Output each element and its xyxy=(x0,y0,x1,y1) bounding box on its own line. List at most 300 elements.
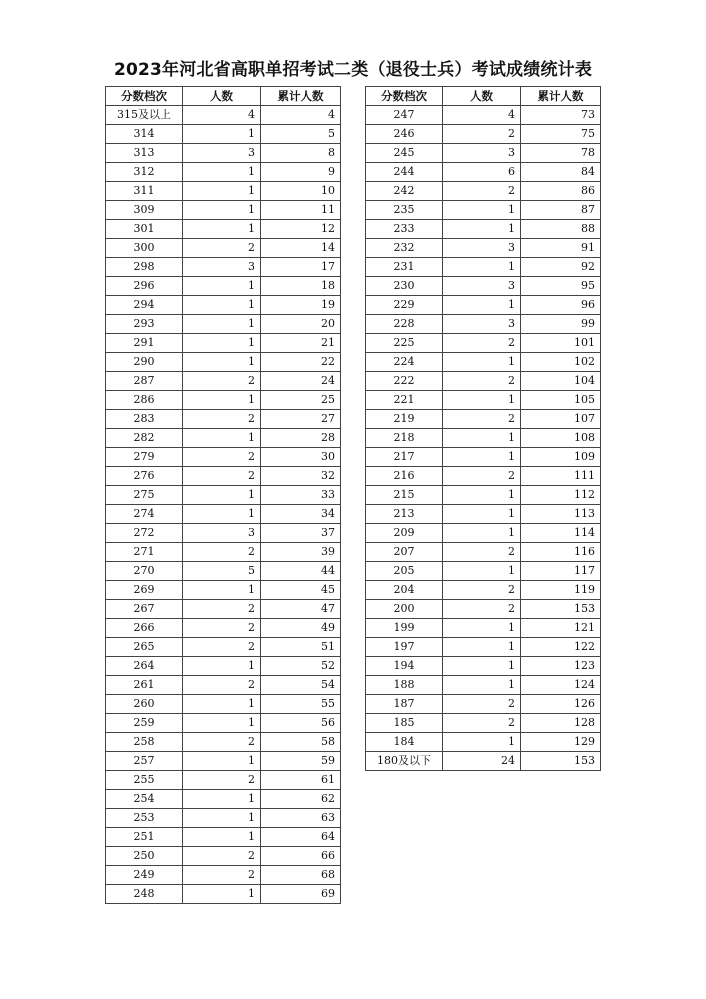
table-row xyxy=(366,296,601,315)
count-cell: 1 xyxy=(183,220,261,239)
score-level-cell: 235 xyxy=(366,201,443,220)
count-cell: 1 xyxy=(443,486,521,505)
score-level-cell: 314 xyxy=(106,125,183,144)
cumulative-cell: 66 xyxy=(261,847,341,866)
cumulative-cell: 54 xyxy=(261,676,341,695)
cumulative-cell: 75 xyxy=(521,125,601,144)
count-cell: 1 xyxy=(183,353,261,372)
count-cell: 2 xyxy=(443,372,521,391)
cumulative-cell: 114 xyxy=(521,524,601,543)
table-header-row xyxy=(366,87,601,106)
header-cumulative: 累计人数 xyxy=(261,87,341,106)
score-level-cell: 287 xyxy=(106,372,183,391)
score-level-cell: 215 xyxy=(366,486,443,505)
cumulative-cell: 122 xyxy=(521,638,601,657)
count-cell: 1 xyxy=(183,334,261,353)
table-row xyxy=(106,391,341,410)
score-level-cell: 188 xyxy=(366,676,443,695)
score-level-cell: 312 xyxy=(106,163,183,182)
cumulative-cell: 84 xyxy=(521,163,601,182)
count-cell: 4 xyxy=(443,106,521,125)
count-cell: 1 xyxy=(183,714,261,733)
score-level-cell: 274 xyxy=(106,505,183,524)
cumulative-cell: 64 xyxy=(261,828,341,847)
cumulative-cell: 69 xyxy=(261,885,341,904)
score-level-cell: 248 xyxy=(106,885,183,904)
table-row xyxy=(366,429,601,448)
score-level-cell: 209 xyxy=(366,524,443,543)
cumulative-cell: 105 xyxy=(521,391,601,410)
cumulative-cell: 22 xyxy=(261,353,341,372)
cumulative-cell: 104 xyxy=(521,372,601,391)
count-cell: 1 xyxy=(443,524,521,543)
table-row xyxy=(366,239,601,258)
score-level-cell: 184 xyxy=(366,733,443,752)
count-cell: 1 xyxy=(183,581,261,600)
count-cell: 1 xyxy=(183,657,261,676)
table-row xyxy=(106,524,341,543)
count-cell: 1 xyxy=(183,201,261,220)
cumulative-cell: 30 xyxy=(261,448,341,467)
score-level-cell: 294 xyxy=(106,296,183,315)
score-level-cell: 279 xyxy=(106,448,183,467)
table-row xyxy=(106,714,341,733)
count-cell: 2 xyxy=(443,125,521,144)
score-level-cell: 233 xyxy=(366,220,443,239)
count-cell: 2 xyxy=(443,695,521,714)
score-level-cell: 311 xyxy=(106,182,183,201)
count-cell: 2 xyxy=(183,448,261,467)
score-level-cell: 249 xyxy=(106,866,183,885)
table-row xyxy=(366,562,601,581)
table-row xyxy=(366,752,601,771)
cumulative-cell: 108 xyxy=(521,429,601,448)
cumulative-cell: 78 xyxy=(521,144,601,163)
count-cell: 1 xyxy=(183,695,261,714)
table-row xyxy=(106,372,341,391)
table-row xyxy=(106,182,341,201)
table-row xyxy=(106,410,341,429)
count-cell: 2 xyxy=(183,638,261,657)
cumulative-cell: 121 xyxy=(521,619,601,638)
score-level-cell: 219 xyxy=(366,410,443,429)
score-level-cell: 271 xyxy=(106,543,183,562)
table-row xyxy=(366,163,601,182)
count-cell: 1 xyxy=(443,733,521,752)
cumulative-cell: 45 xyxy=(261,581,341,600)
count-cell: 2 xyxy=(443,182,521,201)
cumulative-cell: 33 xyxy=(261,486,341,505)
count-cell: 3 xyxy=(443,144,521,163)
cumulative-cell: 128 xyxy=(521,714,601,733)
score-level-cell: 207 xyxy=(366,543,443,562)
cumulative-cell: 24 xyxy=(261,372,341,391)
table-row xyxy=(106,277,341,296)
table-row xyxy=(106,828,341,847)
cumulative-cell: 153 xyxy=(521,752,601,771)
table-row xyxy=(366,334,601,353)
cumulative-cell: 28 xyxy=(261,429,341,448)
table-row xyxy=(366,125,601,144)
cumulative-cell: 124 xyxy=(521,676,601,695)
score-level-cell: 200 xyxy=(366,600,443,619)
score-level-cell: 264 xyxy=(106,657,183,676)
count-cell: 1 xyxy=(183,429,261,448)
cumulative-cell: 5 xyxy=(261,125,341,144)
count-cell: 1 xyxy=(443,296,521,315)
table-row xyxy=(106,866,341,885)
cumulative-cell: 12 xyxy=(261,220,341,239)
cumulative-cell: 92 xyxy=(521,258,601,277)
count-cell: 2 xyxy=(183,467,261,486)
count-cell: 2 xyxy=(443,334,521,353)
table-row xyxy=(366,258,601,277)
count-cell: 1 xyxy=(443,353,521,372)
count-cell: 1 xyxy=(183,296,261,315)
score-level-cell: 257 xyxy=(106,752,183,771)
count-cell: 2 xyxy=(183,600,261,619)
score-level-cell: 275 xyxy=(106,486,183,505)
table-row xyxy=(106,733,341,752)
count-cell: 1 xyxy=(443,638,521,657)
cumulative-cell: 20 xyxy=(261,315,341,334)
count-cell: 2 xyxy=(183,410,261,429)
score-level-cell: 282 xyxy=(106,429,183,448)
count-cell: 1 xyxy=(183,828,261,847)
score-level-cell: 245 xyxy=(366,144,443,163)
count-cell: 1 xyxy=(443,220,521,239)
count-cell: 1 xyxy=(443,391,521,410)
score-level-cell: 247 xyxy=(366,106,443,125)
table-row xyxy=(366,201,601,220)
count-cell: 3 xyxy=(183,258,261,277)
count-cell: 1 xyxy=(183,182,261,201)
count-cell: 1 xyxy=(443,448,521,467)
score-level-cell: 205 xyxy=(366,562,443,581)
header-count: 人数 xyxy=(443,87,521,106)
cumulative-cell: 73 xyxy=(521,106,601,125)
score-level-cell: 253 xyxy=(106,809,183,828)
table-row xyxy=(106,467,341,486)
score-level-cell: 290 xyxy=(106,353,183,372)
count-cell: 1 xyxy=(443,676,521,695)
table-row xyxy=(366,581,601,600)
cumulative-cell: 4 xyxy=(261,106,341,125)
table-row xyxy=(366,353,601,372)
count-cell: 5 xyxy=(183,562,261,581)
count-cell: 1 xyxy=(183,315,261,334)
score-level-cell: 217 xyxy=(366,448,443,467)
score-level-cell: 296 xyxy=(106,277,183,296)
table-row xyxy=(366,638,601,657)
cumulative-cell: 19 xyxy=(261,296,341,315)
table-row xyxy=(366,315,601,334)
score-level-cell: 231 xyxy=(366,258,443,277)
score-level-cell: 250 xyxy=(106,847,183,866)
count-cell: 3 xyxy=(443,315,521,334)
count-cell: 2 xyxy=(183,543,261,562)
cumulative-cell: 10 xyxy=(261,182,341,201)
table-row xyxy=(106,543,341,562)
count-cell: 2 xyxy=(183,866,261,885)
table-row xyxy=(366,220,601,239)
score-level-cell: 276 xyxy=(106,467,183,486)
score-level-cell: 230 xyxy=(366,277,443,296)
table-row xyxy=(106,201,341,220)
count-cell: 1 xyxy=(183,391,261,410)
cumulative-cell: 61 xyxy=(261,771,341,790)
cumulative-cell: 113 xyxy=(521,505,601,524)
cumulative-cell: 59 xyxy=(261,752,341,771)
cumulative-cell: 95 xyxy=(521,277,601,296)
score-level-cell: 242 xyxy=(366,182,443,201)
table-row xyxy=(366,277,601,296)
cumulative-cell: 63 xyxy=(261,809,341,828)
cumulative-cell: 25 xyxy=(261,391,341,410)
cumulative-cell: 18 xyxy=(261,277,341,296)
count-cell: 1 xyxy=(443,505,521,524)
count-cell: 4 xyxy=(183,106,261,125)
cumulative-cell: 88 xyxy=(521,220,601,239)
table-row xyxy=(106,638,341,657)
score-level-cell: 269 xyxy=(106,581,183,600)
count-cell: 6 xyxy=(443,163,521,182)
score-level-cell: 222 xyxy=(366,372,443,391)
table-row xyxy=(106,486,341,505)
score-level-cell: 300 xyxy=(106,239,183,258)
score-level-cell: 266 xyxy=(106,619,183,638)
score-level-cell: 251 xyxy=(106,828,183,847)
count-cell: 1 xyxy=(183,885,261,904)
score-table-left xyxy=(105,86,341,904)
table-row xyxy=(106,334,341,353)
cumulative-cell: 58 xyxy=(261,733,341,752)
page-title: 2023年河北省高职单招考试二类（退役士兵）考试成绩统计表 xyxy=(113,60,593,80)
table-row xyxy=(106,619,341,638)
count-cell: 1 xyxy=(443,258,521,277)
cumulative-cell: 21 xyxy=(261,334,341,353)
score-level-cell: 197 xyxy=(366,638,443,657)
table-row xyxy=(106,657,341,676)
table-row xyxy=(366,372,601,391)
count-cell: 2 xyxy=(183,239,261,258)
cumulative-cell: 68 xyxy=(261,866,341,885)
count-cell: 1 xyxy=(443,562,521,581)
cumulative-cell: 27 xyxy=(261,410,341,429)
count-cell: 1 xyxy=(443,429,521,448)
table-row xyxy=(366,714,601,733)
table-header-row xyxy=(106,87,341,106)
cumulative-cell: 102 xyxy=(521,353,601,372)
cumulative-cell: 39 xyxy=(261,543,341,562)
cumulative-cell: 51 xyxy=(261,638,341,657)
table-row xyxy=(366,695,601,714)
table-row xyxy=(106,581,341,600)
score-level-cell: 313 xyxy=(106,144,183,163)
cumulative-cell: 32 xyxy=(261,467,341,486)
header-count: 人数 xyxy=(183,87,261,106)
score-level-cell: 309 xyxy=(106,201,183,220)
table-row xyxy=(366,467,601,486)
count-cell: 3 xyxy=(183,144,261,163)
table-row xyxy=(106,809,341,828)
table-row xyxy=(366,657,601,676)
score-level-cell: 218 xyxy=(366,429,443,448)
count-cell: 1 xyxy=(443,201,521,220)
count-cell: 2 xyxy=(183,733,261,752)
count-cell: 1 xyxy=(183,486,261,505)
score-level-cell: 232 xyxy=(366,239,443,258)
score-level-cell: 244 xyxy=(366,163,443,182)
count-cell: 2 xyxy=(443,581,521,600)
count-cell: 1 xyxy=(183,277,261,296)
count-cell: 2 xyxy=(443,543,521,562)
cumulative-cell: 62 xyxy=(261,790,341,809)
table-row xyxy=(106,771,341,790)
count-cell: 2 xyxy=(183,771,261,790)
table-row xyxy=(106,125,341,144)
table-row xyxy=(106,315,341,334)
cumulative-cell: 96 xyxy=(521,296,601,315)
score-level-cell: 221 xyxy=(366,391,443,410)
table-row xyxy=(366,486,601,505)
score-level-cell: 180及以下 xyxy=(366,752,443,771)
score-level-cell: 225 xyxy=(366,334,443,353)
score-level-cell: 260 xyxy=(106,695,183,714)
table-row xyxy=(106,847,341,866)
cumulative-cell: 107 xyxy=(521,410,601,429)
score-level-cell: 213 xyxy=(366,505,443,524)
cumulative-cell: 37 xyxy=(261,524,341,543)
score-level-cell: 265 xyxy=(106,638,183,657)
score-level-cell: 204 xyxy=(366,581,443,600)
score-level-cell: 315及以上 xyxy=(106,106,183,125)
count-cell: 1 xyxy=(183,125,261,144)
count-cell: 2 xyxy=(183,619,261,638)
score-level-cell: 194 xyxy=(366,657,443,676)
cumulative-cell: 47 xyxy=(261,600,341,619)
cumulative-cell: 44 xyxy=(261,562,341,581)
count-cell: 1 xyxy=(183,790,261,809)
score-level-cell: 283 xyxy=(106,410,183,429)
table-row xyxy=(106,600,341,619)
table-row xyxy=(366,391,601,410)
table-row xyxy=(106,239,341,258)
score-level-cell: 267 xyxy=(106,600,183,619)
cumulative-cell: 116 xyxy=(521,543,601,562)
table-row xyxy=(106,448,341,467)
table-row xyxy=(106,752,341,771)
cumulative-cell: 126 xyxy=(521,695,601,714)
table-row xyxy=(366,524,601,543)
score-level-cell: 254 xyxy=(106,790,183,809)
score-level-cell: 291 xyxy=(106,334,183,353)
table-row xyxy=(106,885,341,904)
table-row xyxy=(366,619,601,638)
score-level-cell: 229 xyxy=(366,296,443,315)
table-row xyxy=(106,505,341,524)
table-row xyxy=(106,258,341,277)
count-cell: 3 xyxy=(183,524,261,543)
score-level-cell: 286 xyxy=(106,391,183,410)
header-score-level: 分数档次 xyxy=(366,87,443,106)
cumulative-cell: 112 xyxy=(521,486,601,505)
count-cell: 3 xyxy=(443,239,521,258)
table-row xyxy=(366,600,601,619)
cumulative-cell: 111 xyxy=(521,467,601,486)
score-level-cell: 259 xyxy=(106,714,183,733)
header-score-level: 分数档次 xyxy=(106,87,183,106)
cumulative-cell: 129 xyxy=(521,733,601,752)
table-row xyxy=(106,106,341,125)
table-row xyxy=(106,562,341,581)
table-row xyxy=(366,733,601,752)
count-cell: 1 xyxy=(183,505,261,524)
cumulative-cell: 117 xyxy=(521,562,601,581)
score-level-cell: 246 xyxy=(366,125,443,144)
cumulative-cell: 11 xyxy=(261,201,341,220)
count-cell: 2 xyxy=(183,847,261,866)
table-row xyxy=(106,144,341,163)
score-level-cell: 224 xyxy=(366,353,443,372)
table-row xyxy=(106,163,341,182)
count-cell: 2 xyxy=(443,410,521,429)
cumulative-cell: 109 xyxy=(521,448,601,467)
score-level-cell: 228 xyxy=(366,315,443,334)
count-cell: 2 xyxy=(183,676,261,695)
score-level-cell: 261 xyxy=(106,676,183,695)
table-row xyxy=(106,220,341,239)
table-row xyxy=(366,543,601,562)
table-row xyxy=(366,676,601,695)
count-cell: 24 xyxy=(443,752,521,771)
count-cell: 2 xyxy=(443,467,521,486)
score-level-cell: 301 xyxy=(106,220,183,239)
table-row xyxy=(106,790,341,809)
count-cell: 1 xyxy=(443,657,521,676)
table-row xyxy=(106,429,341,448)
score-level-cell: 199 xyxy=(366,619,443,638)
cumulative-cell: 34 xyxy=(261,505,341,524)
cumulative-cell: 9 xyxy=(261,163,341,182)
table-row xyxy=(366,182,601,201)
cumulative-cell: 49 xyxy=(261,619,341,638)
count-cell: 1 xyxy=(443,619,521,638)
score-level-cell: 293 xyxy=(106,315,183,334)
cumulative-cell: 52 xyxy=(261,657,341,676)
table-row xyxy=(106,353,341,372)
cumulative-cell: 56 xyxy=(261,714,341,733)
score-level-cell: 216 xyxy=(366,467,443,486)
count-cell: 1 xyxy=(183,163,261,182)
cumulative-cell: 14 xyxy=(261,239,341,258)
cumulative-cell: 123 xyxy=(521,657,601,676)
table-row xyxy=(366,505,601,524)
count-cell: 2 xyxy=(443,600,521,619)
cumulative-cell: 101 xyxy=(521,334,601,353)
count-cell: 3 xyxy=(443,277,521,296)
count-cell: 1 xyxy=(183,809,261,828)
cumulative-cell: 87 xyxy=(521,201,601,220)
count-cell: 2 xyxy=(443,714,521,733)
table-row xyxy=(106,296,341,315)
score-level-cell: 258 xyxy=(106,733,183,752)
table-row xyxy=(366,106,601,125)
score-level-cell: 187 xyxy=(366,695,443,714)
cumulative-cell: 17 xyxy=(261,258,341,277)
table-row xyxy=(106,695,341,714)
table-row xyxy=(106,676,341,695)
